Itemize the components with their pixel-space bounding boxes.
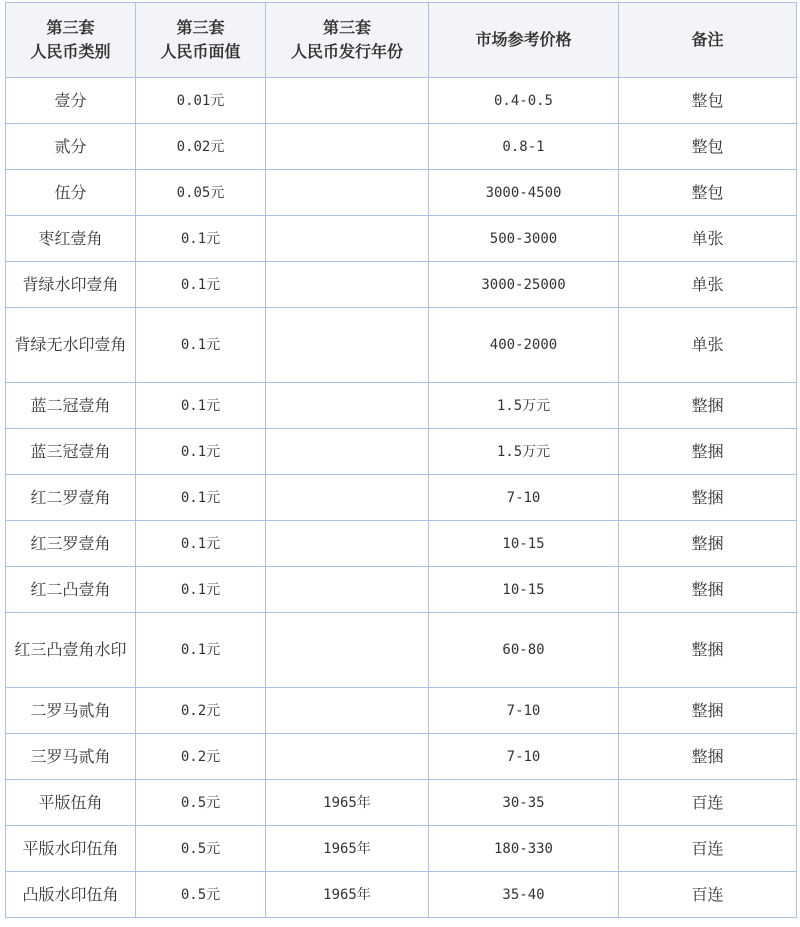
rmb-price-table [5,2,797,918]
cell-market-price: 60-80 [429,613,619,688]
cell-note: 百连 [619,780,797,826]
cell-denomination: 0.5元 [136,872,266,918]
cell-note: 百连 [619,872,797,918]
cell-issue-year [266,262,429,308]
cell-market-price: 400-2000 [429,308,619,383]
cell-denomination: 0.1元 [136,308,266,383]
cell-market-price: 35-40 [429,872,619,918]
cell-category: 红三罗壹角 [6,521,136,567]
table-row [6,216,797,262]
table-row [6,308,797,383]
table-row [6,613,797,688]
table-row [6,78,797,124]
cell-denomination: 0.1元 [136,567,266,613]
cell-note: 整捆 [619,521,797,567]
cell-category: 红三凸壹角水印 [6,613,136,688]
header-denomination: 第三套 人民币面值 [136,3,266,78]
table-row [6,170,797,216]
cell-category: 二罗马贰角 [6,688,136,734]
cell-denomination: 0.2元 [136,688,266,734]
cell-denomination: 0.1元 [136,613,266,688]
cell-denomination: 0.1元 [136,383,266,429]
cell-note: 整捆 [619,383,797,429]
cell-issue-year [266,308,429,383]
cell-issue-year: 1965年 [266,872,429,918]
cell-issue-year [266,475,429,521]
table-row [6,262,797,308]
cell-market-price: 0.4-0.5 [429,78,619,124]
cell-note: 单张 [619,262,797,308]
cell-market-price: 10-15 [429,567,619,613]
cell-market-price: 7-10 [429,475,619,521]
cell-category: 枣红壹角 [6,216,136,262]
cell-category: 凸版水印伍角 [6,872,136,918]
table-row [6,475,797,521]
cell-note: 整捆 [619,475,797,521]
header-note: 备注 [619,3,797,78]
cell-note: 整包 [619,124,797,170]
cell-note: 整捆 [619,567,797,613]
cell-issue-year [266,688,429,734]
cell-market-price: 10-15 [429,521,619,567]
cell-denomination: 0.01元 [136,78,266,124]
cell-note: 单张 [619,308,797,383]
cell-market-price: 180-330 [429,826,619,872]
cell-note: 整捆 [619,688,797,734]
cell-category: 红二罗壹角 [6,475,136,521]
cell-denomination: 0.1元 [136,429,266,475]
cell-category: 背绿水印壹角 [6,262,136,308]
cell-category: 平版水印伍角 [6,826,136,872]
cell-denomination: 0.02元 [136,124,266,170]
cell-category: 三罗马贰角 [6,734,136,780]
cell-category: 红二凸壹角 [6,567,136,613]
cell-issue-year [266,613,429,688]
table-header-row [6,3,797,78]
cell-market-price: 30-35 [429,780,619,826]
cell-issue-year [266,521,429,567]
cell-issue-year [266,429,429,475]
cell-issue-year [266,567,429,613]
cell-issue-year: 1965年 [266,826,429,872]
cell-category: 伍分 [6,170,136,216]
cell-note: 整包 [619,170,797,216]
cell-issue-year [266,383,429,429]
cell-note: 整捆 [619,734,797,780]
table-row [6,429,797,475]
table-row [6,688,797,734]
cell-note: 百连 [619,826,797,872]
table-row [6,567,797,613]
cell-category: 平版伍角 [6,780,136,826]
table-row [6,124,797,170]
cell-market-price: 7-10 [429,688,619,734]
cell-denomination: 0.5元 [136,826,266,872]
header-category: 第三套 人民币类别 [6,3,136,78]
cell-market-price: 0.8-1 [429,124,619,170]
cell-denomination: 0.05元 [136,170,266,216]
cell-issue-year: 1965年 [266,780,429,826]
table-row [6,826,797,872]
cell-denomination: 0.5元 [136,780,266,826]
cell-note: 单张 [619,216,797,262]
cell-note: 整捆 [619,613,797,688]
table-row [6,734,797,780]
cell-issue-year [266,124,429,170]
cell-category: 背绿无水印壹角 [6,308,136,383]
cell-market-price: 1.5万元 [429,429,619,475]
cell-denomination: 0.1元 [136,262,266,308]
cell-category: 壹分 [6,78,136,124]
cell-denomination: 0.1元 [136,521,266,567]
cell-issue-year [266,734,429,780]
cell-denomination: 0.2元 [136,734,266,780]
cell-issue-year [266,78,429,124]
table-row [6,780,797,826]
cell-market-price: 7-10 [429,734,619,780]
cell-category: 贰分 [6,124,136,170]
cell-note: 整捆 [619,429,797,475]
cell-note: 整包 [619,78,797,124]
cell-denomination: 0.1元 [136,475,266,521]
cell-issue-year [266,216,429,262]
header-market-price: 市场参考价格 [429,3,619,78]
cell-market-price: 3000-4500 [429,170,619,216]
cell-market-price: 3000-25000 [429,262,619,308]
cell-category: 蓝三冠壹角 [6,429,136,475]
header-issue-year: 第三套 人民币发行年份 [266,3,429,78]
cell-market-price: 1.5万元 [429,383,619,429]
table-row [6,521,797,567]
table-row [6,872,797,918]
cell-issue-year [266,170,429,216]
table-row [6,383,797,429]
cell-denomination: 0.1元 [136,216,266,262]
cell-market-price: 500-3000 [429,216,619,262]
cell-category: 蓝二冠壹角 [6,383,136,429]
